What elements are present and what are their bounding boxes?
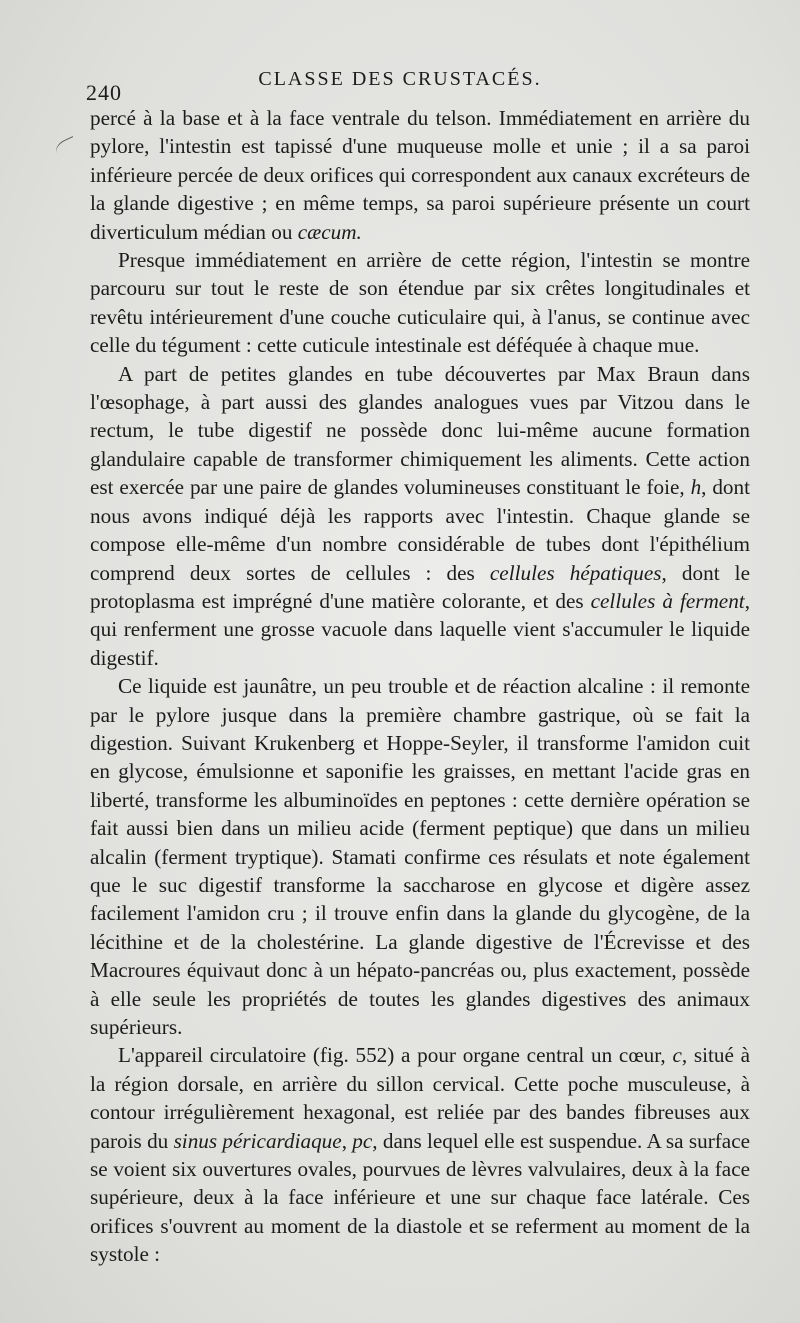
text-run: Presque immédiatement en arrière de cette région, l'intestin se montre parcouru sur tout le reste de son étendue par six crêtes longitudinales et revêtu intérieurement d'une couche cuticulaire qui, à l'anus, se continue avec celle du tégument : cette cuticule intestinale est déféquée à chaque mue.: [90, 248, 750, 358]
paragraph: [90, 246, 750, 360]
text-run: , situé à la région dorsale, en arrière du sillon cervical. Cette poche musculeuse, à contour irrégulièrement hexagonal, est reliée par des bandes fibreuses aux parois du: [90, 1043, 750, 1153]
text-run: , dont le protoplasma est imprégné d'une matière colorante, et des: [90, 560, 750, 613]
page-header: [0, 0, 800, 110]
paragraph: [90, 104, 750, 246]
paragraph: [90, 360, 750, 672]
margin-pen-mark: [53, 136, 79, 159]
text-run: A part de petites glandes en tube découvertes par Max Braun dans l'œsophage, à part aussi des glandes analogues vues par Vitzou dans le rectum, le tube digestif ne possède donc lui-même aucune formation glandulaire capable de transformer chimiquement les aliments. Cette action est exercée par une paire de glandes volumineuses constituant le foie,: [90, 361, 750, 500]
paragraph: [90, 672, 750, 1041]
paragraph: [90, 1041, 750, 1268]
text-run: Ce liquide est jaunâtre, un peu trouble et de réaction alcaline : il remonte par le pylore jusque dans la première chambre gastrique, où se fait la digestion. Suivant Krukenberg et Hoppe-Seyler, il transforme l'amidon cuit en glycose, émulsionne et saponifie les graisses, en mettant l'acide gras en liberté, transforme les albuminoïdes en peptones : cette dernière opération se fait aussi bien dans un milieu acide (ferment peptique) que dans un milieu alcalin (ferment tryptique). Stamati confirme ces résulats et note également que le suc digestif transforme la saccharose en glycose et digère assez facilement l'amidon cru ; il trouve enfin dans la glande du glycogène, de la lécithine et de la cholestérine. La glande digestive de l'Écrevisse et des Macroures équivaut donc à un hépato-pancréas ou, plus exactement, possède à elle seule les propriétés de toutes les glandes digestives des animaux supérieurs.: [90, 674, 750, 1039]
text-run: , dans lequel elle est suspendue. A sa surface se voient six ouvertures ovales, pourvues de lèvres valvulaires, deux à la face supérieure, deux à la face inférieure et une sur chaque face latérale. Ces orifices s'ouvrent au moment de la diastole et se referment au moment de la systole :: [90, 1128, 751, 1267]
italic-text: cæcum.: [297, 219, 362, 244]
text-run: , qui renferment une grosse vacuole dans laquelle vient s'accumuler le liquide digestif.: [90, 588, 750, 670]
italic-text: c: [672, 1043, 682, 1068]
text-run: percé à la base et à la face ventrale du telson. Immédiatement en arrière du pylore, l'intestin est tapissé d'une muqueuse molle et unie ; il a sa paroi inférieure percée de deux orifices qui correspondent aux canaux excréteurs de la glande digestive ; en même temps, sa paroi supérieure présente un court diverticulum médian ou: [90, 106, 751, 244]
text-run: ,: [341, 1128, 353, 1153]
italic-text: pc: [352, 1128, 373, 1153]
italic-text: h: [690, 475, 702, 500]
italic-text: sinus péricardiaque: [173, 1128, 342, 1153]
running-title: CLASSE DES CRUSTACÉS.: [258, 68, 542, 90]
italic-text: cellules à ferment: [590, 588, 745, 613]
italic-text: cellules hépatiques: [489, 560, 662, 585]
page-number: 240: [86, 80, 122, 105]
body-text: [90, 104, 750, 1269]
text-run: , dont nous avons indiqué déjà les rapports avec l'intestin. Chaque glande se compose elle-même d'un nombre considérable de tubes dont l'épithélium comprend deux sortes de cellules : des: [90, 475, 750, 585]
text-run: L'appareil circulatoire (fig. 552) a pour organe central un cœur,: [118, 1043, 673, 1068]
